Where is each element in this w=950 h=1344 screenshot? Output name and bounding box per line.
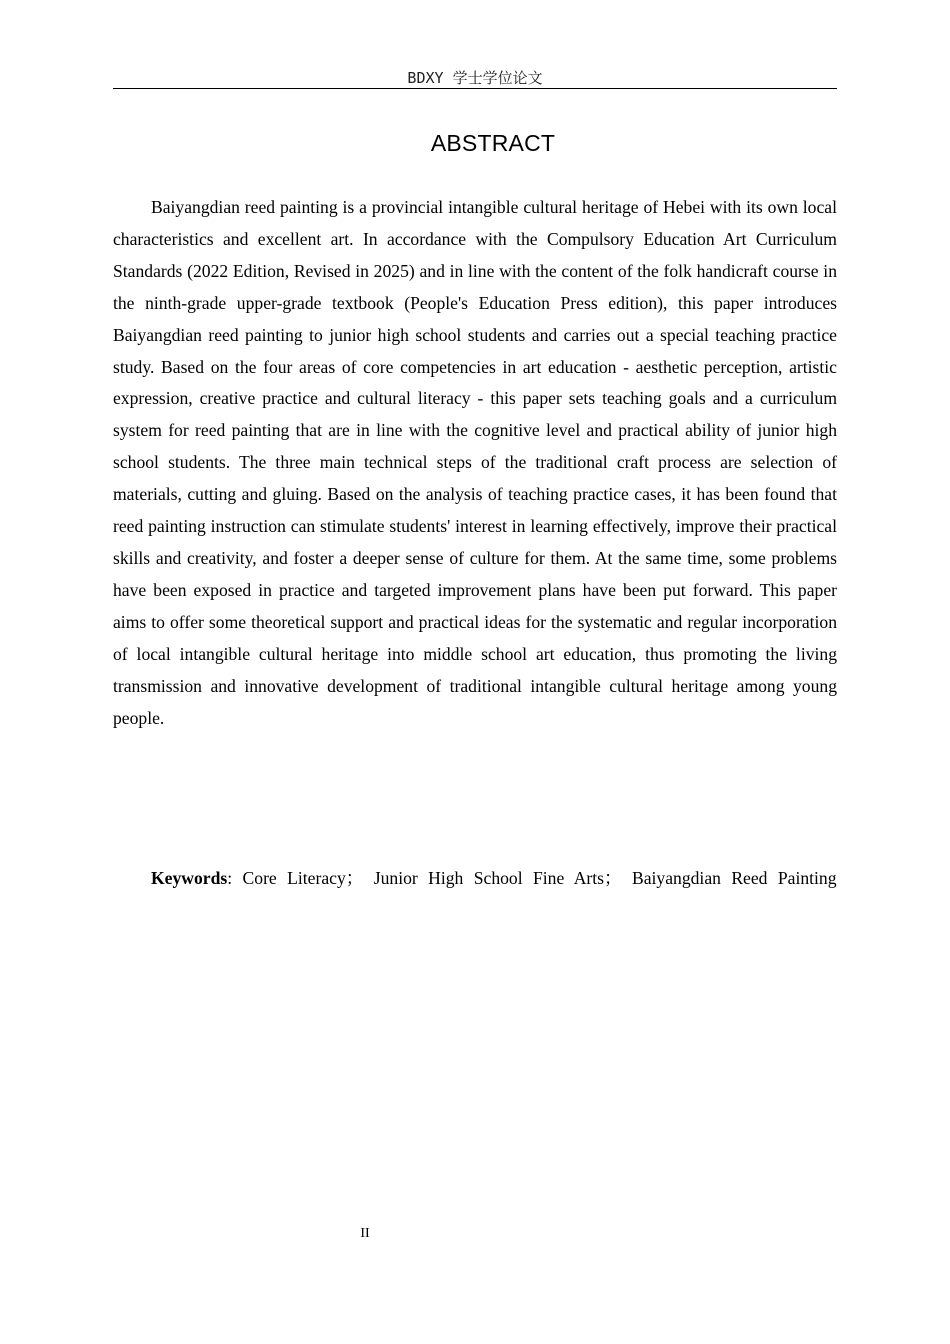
header-rule — [113, 88, 837, 89]
keywords-separator: : — [227, 868, 233, 888]
running-header: BDXY 学士学位论文 — [407, 69, 543, 87]
abstract-title: ABSTRACT — [430, 130, 556, 156]
keyword-item: Core Literacy； — [242, 868, 364, 888]
keyword-item: Junior High School Fine Arts； — [373, 868, 622, 888]
page-number: II — [360, 1226, 370, 1241]
keywords-line — [113, 863, 837, 895]
keywords-label: Keywords — [151, 868, 228, 888]
abstract-body: Baiyangdian reed painting is a provincial intangible cultural heritage of Hebei with its own local characteristics and excellent art. In accordance with the Compulsory Education Art Curriculum Standards (2022 Edition, Revised in 2025) and in line with the content of the folk handicraft course in the ninth-grade upper-grade textbook (People's Education Press edition), this paper introduces Baiyangdian reed painting to junior high school students and carries out a special teaching practice study. Based on the four areas of core competencies in art education - aesthetic perception, artistic expression, creative practice and cultural literacy - this paper sets teaching goals and a curriculum system for reed painting that are in line with the cognitive level and practical ability of junior high school students. The three main technical steps of the traditional craft process are selection of materials, cutting and gluing. Based on the analysis of teaching practice cases, it has been found that reed painting instruction can stimulate students' interest in learning effectively, improve their practical skills and creativity, and foster a deeper sense of culture for them. At the same time, some problems have been exposed in practice and targeted improvement plans have been put forward. This paper aims to offer some theoretical support and practical ideas for the systematic and regular incorporation of local intangible cultural heritage into middle school art education, thus promoting the living transmission and innovative development of traditional intangible cultural heritage among young people. — [113, 197, 837, 728]
keyword-item: Baiyangdian Reed Painting — [632, 868, 837, 888]
